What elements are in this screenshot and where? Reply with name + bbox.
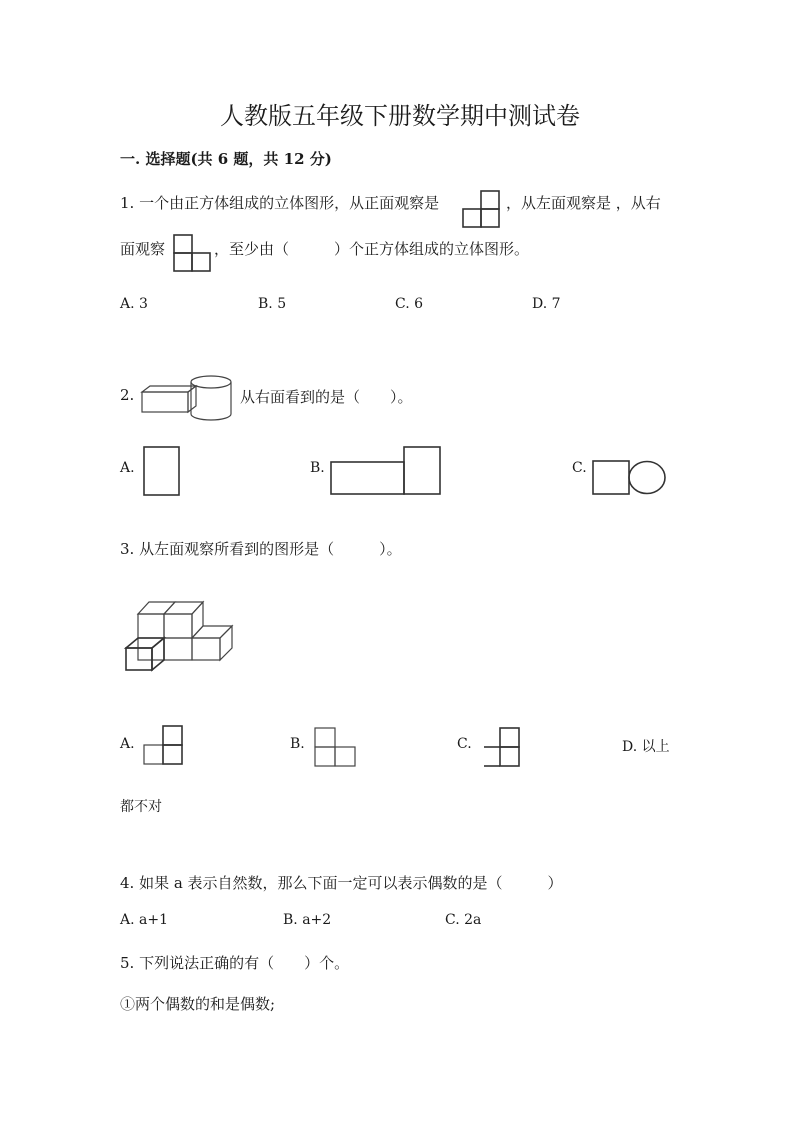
q1-option-c[interactable]: C. 6: [395, 296, 424, 312]
q1-text-part3: 面观察: [120, 240, 166, 258]
q4-option-c[interactable]: C. 2a: [445, 912, 482, 928]
q2-option-c-figure: [592, 460, 668, 498]
q2-option-b[interactable]: B.: [310, 460, 325, 476]
q2-option-a-figure: [143, 446, 183, 498]
q4-option-b[interactable]: B. a+2: [283, 912, 332, 928]
q5-item-1: ①两个偶数的和是偶数;: [120, 995, 276, 1013]
q2-number: 2.: [120, 386, 135, 404]
q1-right-view-figure: [173, 234, 213, 272]
q1-option-d[interactable]: D. 7: [532, 296, 561, 312]
q1-text-part2: ，从左面观察是 ，从右: [506, 194, 661, 212]
q4-option-a[interactable]: A. a+1: [120, 912, 168, 928]
q5-text: 5. 下列说法正确的有（ ）个。: [120, 954, 350, 972]
q3-option-a[interactable]: A.: [120, 736, 135, 752]
q1-front-view-figure: [462, 190, 502, 228]
q1-text-part1: 1. 一个由正方体组成的立体图形，从正面观察是: [120, 194, 440, 212]
q3-option-b-figure: [314, 727, 358, 769]
q1-text-part4: ，至少由（ ）个正方体组成的立体图形。: [214, 240, 530, 258]
q2-solid-figure: [140, 372, 240, 424]
q2-option-a[interactable]: A.: [120, 460, 135, 476]
section-heading: 一. 选择题(共 6 题，共 12 分): [120, 150, 332, 168]
q3-cube-stack-figure: [122, 598, 238, 674]
q1-option-b[interactable]: B. 5: [258, 296, 287, 312]
q3-option-d-continued: 都不对: [120, 799, 162, 815]
q1-option-a[interactable]: A. 3: [120, 296, 148, 312]
q3-option-c[interactable]: C.: [457, 736, 472, 752]
q3-option-a-figure: [143, 725, 185, 767]
page-title: 人教版五年级下册数学期中测试卷: [220, 102, 580, 130]
q3-option-b[interactable]: B.: [290, 736, 305, 752]
q2-option-b-figure: [330, 446, 444, 498]
q4-text: 4. 如果 a 表示自然数，那么下面一定可以表示偶数的是（ ）: [120, 874, 563, 892]
q3-option-d[interactable]: D. 以上: [622, 739, 670, 755]
q3-text: 3. 从左面观察所看到的图形是（ ）。: [120, 540, 402, 558]
q3-option-c-figure: [482, 727, 522, 769]
q2-option-c[interactable]: C.: [572, 460, 587, 476]
q2-text: 从右面看到的是（ ）。: [240, 388, 413, 406]
